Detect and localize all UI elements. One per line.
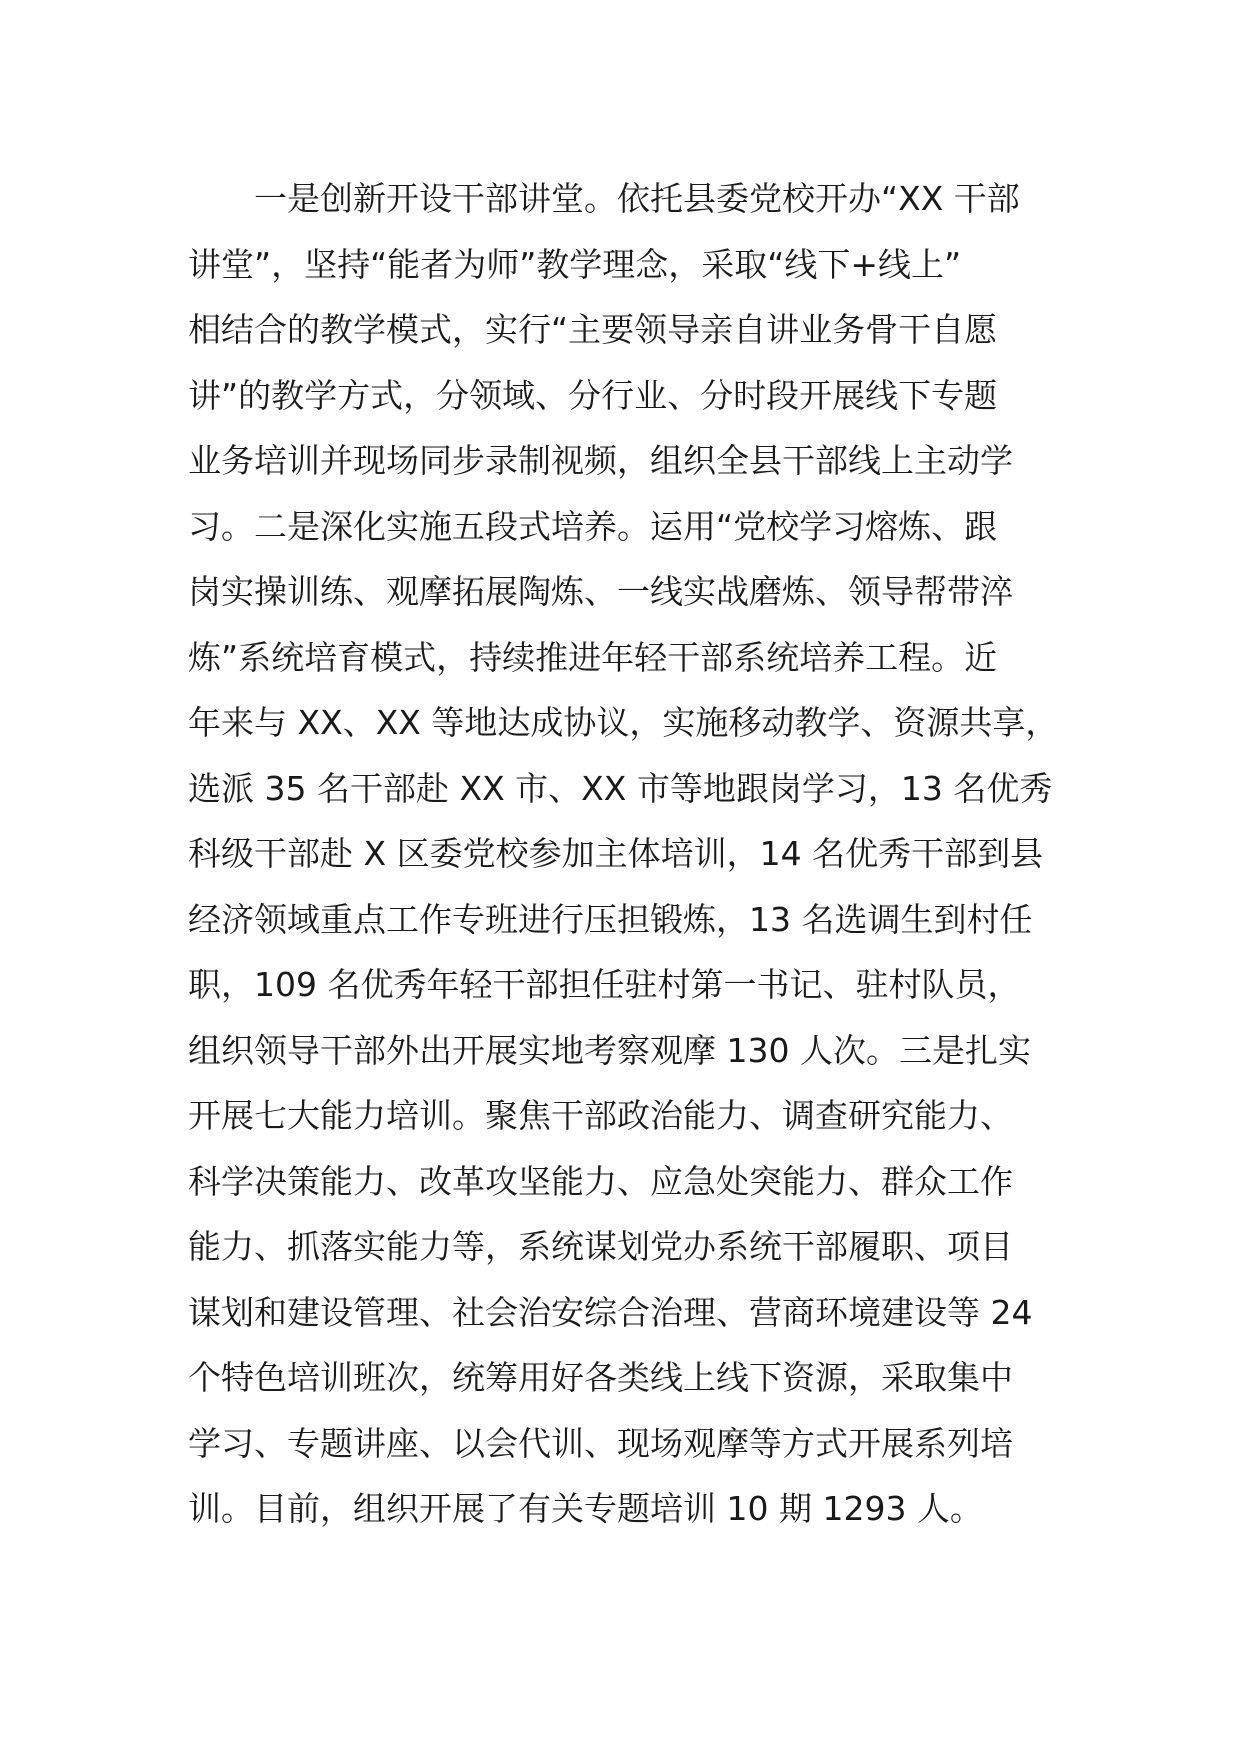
- paragraph-line: 一是创新开设干部讲堂。依托县委党校开办“XX 干部: [254, 179, 1020, 218]
- paragraph-line: 习。二是深化实施五段式培养。运用“党校学习熔炼、跟: [188, 506, 998, 546]
- paragraph-line: 能力、抓落实能力等，系统谋划党办系统干部履职、项目: [188, 1227, 1013, 1266]
- paragraph-line: 讲”的教学方式，分领域、分行业、分时段开展线下专题: [188, 375, 998, 415]
- paragraph-line: 谋划和建设管理、社会治安综合治理、营商环境建设等 24: [188, 1292, 1033, 1332]
- paragraph-line: 开展七大能力培训。聚焦干部政治能力、调查研究能力、: [188, 1096, 1013, 1135]
- paragraph-line: 炼”系统培育模式，持续推进年轻干部系统培养工程。近: [188, 637, 998, 677]
- paragraph-line: 组织领导干部外出开展实地考察观摩 130 人次。三是扎实: [188, 1030, 1031, 1070]
- paragraph-line: 训。目前，组织开展了有关专题培训 10 期 1293 人。: [188, 1489, 983, 1528]
- paragraph-line: 年来与 XX、XX 等地达成协议，实施移动教学、资源共享，: [188, 703, 1059, 742]
- paragraph-line: 选派 35 名干部赴 XX 市、XX 市等地跟岗学习，13 名优秀: [188, 768, 1053, 808]
- paragraph-line: 科级干部赴 X 区委党校参加主体培训，14 名优秀干部到县: [188, 834, 1044, 873]
- paragraph-line: 业务培训并现场同步录制视频，组织全县干部线上主动学: [188, 441, 1013, 480]
- paragraph-line: 讲堂”，坚持“能者为师”教学理念，采取“线下+线上”: [188, 244, 962, 284]
- paragraph-line: 相结合的教学模式，实行“主要领导亲自讲业务骨干自愿: [188, 310, 998, 349]
- paragraph-line: 职，109 名优秀年轻干部担任驻村第一书记、驻村队员，: [188, 965, 1021, 1004]
- paragraph-line: 科学决策能力、改革攻坚能力、应急处突能力、群众工作: [188, 1161, 1013, 1201]
- paragraph-line: 岗实操训练、观摩拓展陶炼、一线实战磨炼、领导帮带淬: [188, 572, 1013, 611]
- body-paragraph: [188, 166, 1068, 1542]
- paragraph-line: 经济领域重点工作专班进行压担锻炼，13 名选调生到村任: [188, 899, 1033, 939]
- paragraph-line: 学习、专题讲座、以会代训、现场观摩等方式开展系列培: [188, 1423, 1013, 1463]
- paragraph-line: 个特色培训班次，统筹用好各类线上线下资源，采取集中: [188, 1358, 1013, 1397]
